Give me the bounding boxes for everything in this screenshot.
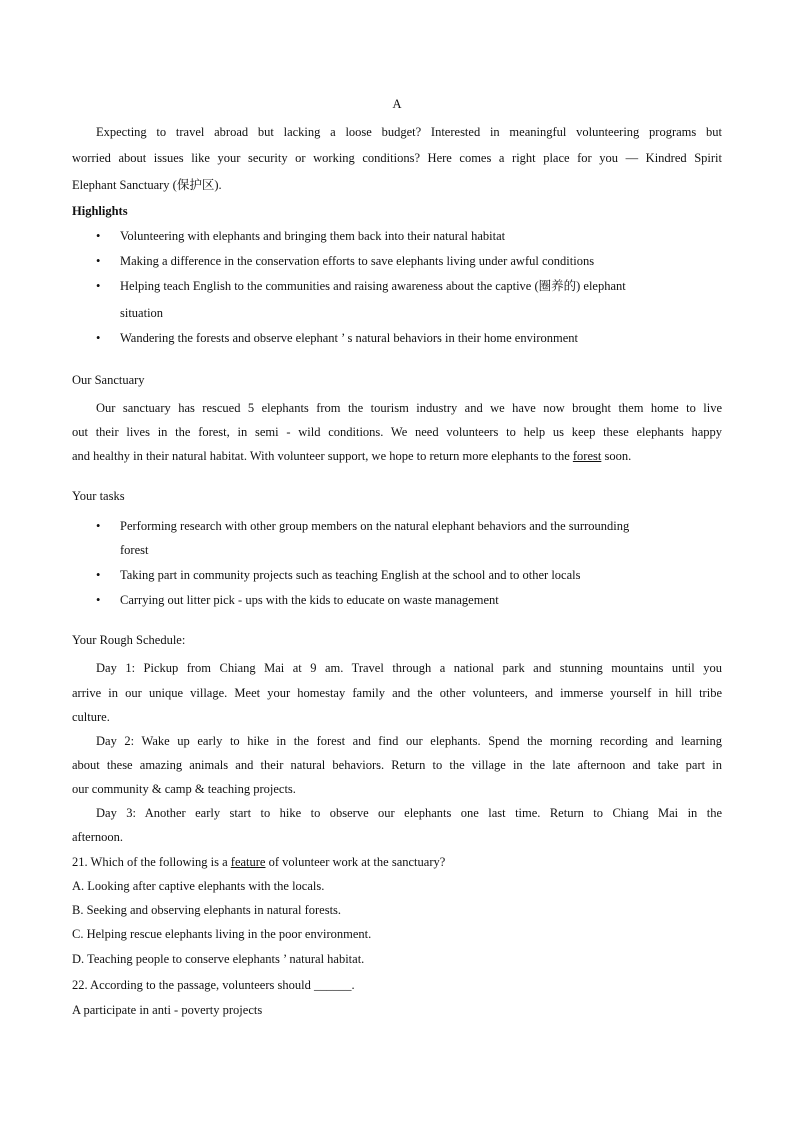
passage-heading: A <box>392 97 402 111</box>
day2-line-2: about these amazing animals and their natural behaviors. Return to the village in the late afternoon and take part in <box>72 758 722 772</box>
bullet-icon: • <box>96 254 101 268</box>
sanctuary-line-3 <box>72 448 722 464</box>
day2-line-3: our community & camp & teaching projects. <box>72 782 296 796</box>
question-22-stem: 22. According to the passage, volunteers should ______. <box>72 978 355 992</box>
bullet-icon: • <box>96 229 101 243</box>
tasks-title: Your tasks <box>72 489 125 503</box>
question-21-option-a: A. Looking after captive elephants with the locals. <box>72 879 325 893</box>
question-22-option-a: A participate in anti - poverty projects <box>72 1003 263 1017</box>
highlight-text: Volunteering with elephants and bringing them back into their natural habitat <box>120 229 506 243</box>
task-text: Carrying out litter pick - ups with the kids to educate on waste management <box>120 593 499 607</box>
task-text: Performing research with other group members on the natural elephant behaviors and the surrounding <box>120 519 630 533</box>
question-21-stem <box>72 854 722 870</box>
task-text-continuation: forest <box>120 543 149 557</box>
day3-line-2: afternoon. <box>72 830 124 844</box>
intro-line-3: Elephant Sanctuary (保护区). <box>72 178 222 192</box>
underlined-word-forest: forest <box>572 449 602 463</box>
question-21-option-b: B. Seeking and observing elephants in natural forests. <box>72 903 342 917</box>
schedule-title: Your Rough Schedule: <box>72 633 186 647</box>
bullet-icon: • <box>96 519 101 533</box>
bullet-icon: • <box>96 331 101 345</box>
task-text: Taking part in community projects such as teaching English at the school and to other locals <box>120 568 581 582</box>
day1-line-1: Day 1: Pickup from Chiang Mai at 9 am. Travel through a national park and stunning mountains until you <box>96 661 722 675</box>
day2-line-1: Day 2: Wake up early to hike in the forest and find our elephants. Spend the morning recording and learning <box>96 734 722 748</box>
sanctuary-line-2: out their lives in the forest, in semi - wild conditions. We need volunteers to help us keep these elephants happy <box>72 425 722 439</box>
sanctuary-line-3-text: and healthy in their natural habitat. With volunteer support, we hope to return more elephants to the <box>72 449 573 463</box>
sanctuary-line-3-end: soon. <box>601 449 632 463</box>
highlight-text: Making a difference in the conservation efforts to save elephants living under awful conditions <box>120 254 595 268</box>
day1-line-3: culture. <box>72 710 110 724</box>
bullet-icon: • <box>96 279 101 293</box>
question-21-option-c: C. Helping rescue elephants living in the poor environment. <box>72 927 372 941</box>
day1-line-2: arrive in our unique village. Meet your homestay family and the other volunteers, and immerse yourself in hill tribe <box>72 686 722 700</box>
sanctuary-line-1: Our sanctuary has rescued 5 elephants from the tourism industry and we have now brought them home to live <box>96 401 722 415</box>
question-21-option-d: D. Teaching people to conserve elephants ’ natural habitat. <box>72 952 365 966</box>
bullet-icon: • <box>96 568 101 582</box>
question-21-text-end: of volunteer work at the sanctuary? <box>265 855 446 869</box>
highlight-text-continuation: situation <box>120 306 164 320</box>
intro-line-2: worried about issues like your security or working conditions? Here comes a right place for you — Kindred Spirit <box>72 151 722 165</box>
highlight-text: Wandering the forests and observe elephant ’ s natural behaviors in their home environment <box>120 331 578 345</box>
underlined-word-feature: feature <box>230 855 266 869</box>
highlight-text: Helping teach English to the communities and raising awareness about the captive (圈养的) elephant <box>120 279 626 293</box>
bullet-icon: • <box>96 593 101 607</box>
highlights-title: Highlights <box>72 204 128 218</box>
question-21-text: 21. Which of the following is a <box>72 855 231 869</box>
sanctuary-title: Our Sanctuary <box>72 373 145 387</box>
intro-line-1: Expecting to travel abroad but lacking a loose budget? Interested in meaningful volunteering programs but <box>96 125 722 139</box>
day3-line-1: Day 3: Another early start to hike to observe our elephants one last time. Return to Chiang Mai in the <box>96 806 722 820</box>
